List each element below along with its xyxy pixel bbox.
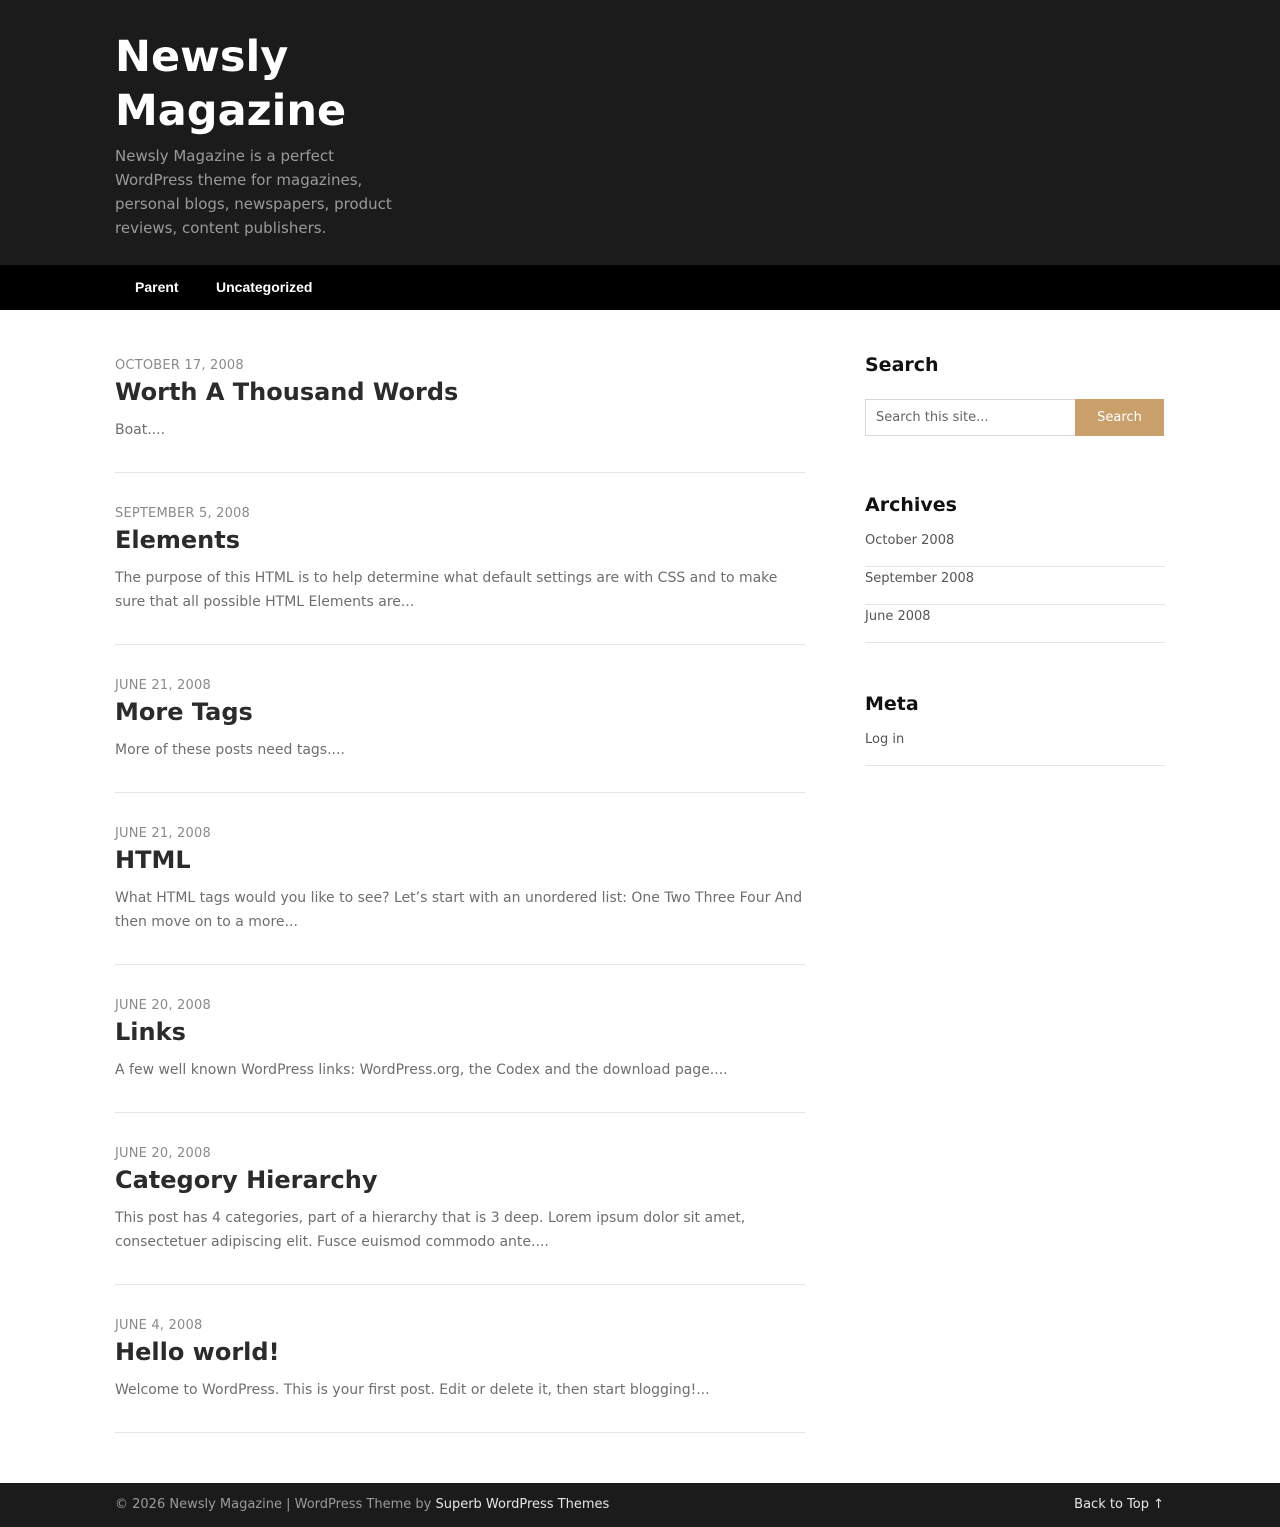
post-title[interactable]: Worth A Thousand Words: [115, 378, 459, 406]
search-input[interactable]: [865, 399, 1076, 436]
post-item: [115, 678, 805, 793]
archive-link-october-2008[interactable]: October 2008: [865, 529, 1165, 567]
post-title[interactable]: Elements: [115, 526, 241, 554]
post-excerpt: This post has 4 categories, part of a hierarchy that is 3 deep. Lorem ipsum dolor sit amet, consectetuer adipiscing elit. Fusce euismod commodo ante....: [115, 1210, 746, 1250]
post-date: JUNE 4, 2008: [115, 1318, 203, 1333]
site-title[interactable]: Newsly Magazine: [115, 32, 347, 136]
post-excerpt: A few well known WordPress links: WordPress.org, the Codex and the download page....: [115, 1062, 728, 1078]
post-item: [115, 1318, 805, 1433]
main-nav: [0, 265, 1280, 310]
post-title[interactable]: Hello world!: [115, 1338, 280, 1366]
post-excerpt: More of these posts need tags....: [115, 742, 345, 758]
post-excerpt: Boat....: [115, 422, 166, 438]
archive-link-june-2008[interactable]: June 2008: [865, 605, 1165, 643]
post-date: JUNE 21, 2008: [115, 678, 211, 693]
post-excerpt: What HTML tags would you like to see? Let’s start with an unordered list: One Two Three Four And then move on to a more...: [115, 890, 803, 930]
post-date: JUNE 20, 2008: [115, 998, 211, 1013]
site-footer: [0, 1483, 1280, 1527]
search-widget-title: Search: [865, 354, 939, 376]
archive-link-september-2008[interactable]: September 2008: [865, 567, 1165, 605]
footer-copyright: © 2026 Newsly Magazine | WordPress Theme by: [115, 1497, 436, 1512]
post-title[interactable]: Links: [115, 1018, 186, 1046]
meta-widget-title: Meta: [865, 693, 919, 715]
post-item: [115, 358, 805, 473]
archives-widget-title: Archives: [865, 494, 957, 516]
post-item: [115, 998, 805, 1113]
meta-link-log-in[interactable]: Log in: [865, 728, 1165, 766]
site-header: [0, 0, 1280, 265]
post-excerpt: Welcome to WordPress. This is your first post. Edit or delete it, then start blogging!...: [115, 1382, 710, 1398]
nav-item-uncategorized[interactable]: Uncategorized: [216, 279, 313, 295]
post-title[interactable]: More Tags: [115, 698, 253, 726]
post-date: JUNE 21, 2008: [115, 826, 211, 841]
post-date: OCTOBER 17, 2008: [115, 358, 244, 373]
post-title[interactable]: HTML: [115, 846, 191, 874]
post-date: JUNE 20, 2008: [115, 1146, 211, 1161]
footer-theme-link[interactable]: Superb WordPress Themes: [435, 1497, 610, 1512]
post-item: [115, 506, 805, 645]
site-description: Newsly Magazine is a perfect WordPress theme for magazines, personal blogs, newspapers, product reviews, content publishers.: [115, 147, 392, 237]
post-title[interactable]: Category Hierarchy: [115, 1166, 378, 1194]
search-button[interactable]: Search: [1075, 399, 1164, 436]
post-excerpt: The purpose of this HTML is to help determine what default settings are with CSS and to make sure that all possible HTML Elements are...: [115, 570, 778, 610]
post-item: [115, 826, 805, 965]
post-date: SEPTEMBER 5, 2008: [115, 506, 250, 521]
nav-item-parent[interactable]: Parent: [135, 279, 179, 295]
back-to-top-link[interactable]: Back to Top ↑: [1074, 1497, 1164, 1512]
post-item: [115, 1146, 805, 1285]
footer-credits: [115, 1483, 609, 1527]
